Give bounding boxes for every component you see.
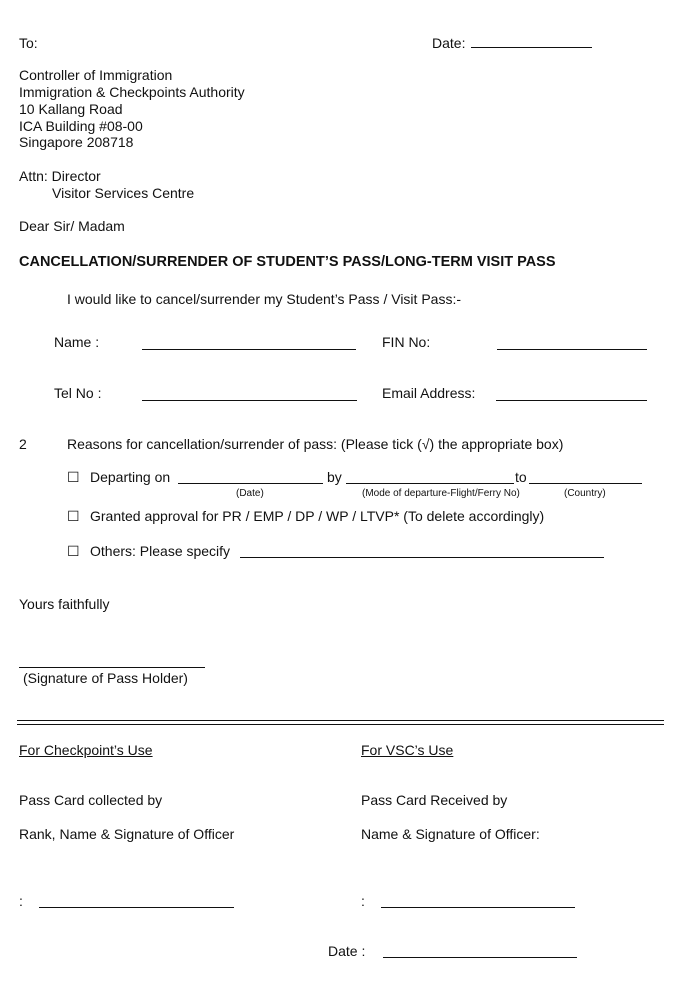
- vsc-colon: :: [361, 893, 365, 909]
- checkpoint-colon: :: [19, 893, 23, 909]
- tel-field[interactable]: [142, 400, 357, 401]
- signature-line[interactable]: [19, 667, 205, 668]
- name-label: Name :: [54, 334, 100, 350]
- granted-checkbox[interactable]: ☐: [67, 508, 80, 524]
- date-line[interactable]: [471, 47, 592, 48]
- attn-line-2: Visitor Services Centre: [52, 185, 195, 201]
- country-field[interactable]: [529, 483, 642, 484]
- vsc-heading: For VSC’s Use: [361, 742, 454, 758]
- closing-text: Yours faithfully: [19, 596, 110, 612]
- salutation: Dear Sir/ Madam: [19, 218, 125, 234]
- country-caption: (Country): [564, 488, 606, 499]
- departure-mode-field[interactable]: [346, 483, 514, 484]
- checkpoint-signature-field[interactable]: [39, 907, 234, 908]
- tel-label: Tel No :: [54, 385, 102, 401]
- vsc-received-label: Pass Card Received by: [361, 792, 508, 808]
- vsc-signature-field[interactable]: [381, 907, 575, 908]
- departing-checkbox[interactable]: ☐: [67, 469, 80, 485]
- granted-label: Granted approval for PR / EMP / DP / WP / LTVP* (To delete accordingly): [90, 508, 545, 524]
- signature-caption: (Signature of Pass Holder): [23, 670, 188, 686]
- address-line-3: 10 Kallang Road: [19, 101, 123, 117]
- date-caption: (Date): [236, 488, 264, 499]
- mode-caption: (Mode of departure-Flight/Ferry No): [362, 488, 520, 499]
- reasons-heading: Reasons for cancellation/surrender of pass: (Please tick (√) the appropriate box): [67, 436, 564, 452]
- date-label: Date:: [432, 35, 466, 51]
- departing-date-field[interactable]: [178, 483, 323, 484]
- others-label: Others: Please specify: [90, 543, 231, 559]
- departing-label: Departing on: [90, 469, 171, 485]
- by-label: by: [327, 469, 342, 485]
- to-country-label: to: [515, 469, 527, 485]
- others-checkbox[interactable]: ☐: [67, 543, 80, 559]
- intro-text: I would like to cancel/surrender my Student’s Pass / Visit Pass:-: [67, 291, 461, 307]
- section-number: 2: [19, 436, 27, 452]
- others-field[interactable]: [240, 557, 604, 558]
- address-line-4: ICA Building #08-00: [19, 118, 143, 134]
- vsc-date-field[interactable]: [383, 957, 577, 958]
- form-title: CANCELLATION/SURRENDER OF STUDENT’S PASS/LONG-TERM VISIT PASS: [19, 254, 556, 270]
- vsc-officer-label: Name & Signature of Officer:: [361, 826, 540, 842]
- checkpoint-collected-label: Pass Card collected by: [19, 792, 163, 808]
- attn-line-1: Attn: Director: [19, 168, 101, 184]
- checkpoint-officer-label: Rank, Name & Signature of Officer: [19, 826, 235, 842]
- address-line-2: Immigration & Checkpoints Authority: [19, 84, 245, 100]
- name-field[interactable]: [142, 349, 356, 350]
- vsc-date-label: Date :: [328, 943, 366, 959]
- checkpoint-heading: For Checkpoint’s Use: [19, 742, 153, 758]
- fin-label: FIN No:: [382, 334, 431, 350]
- section-divider: [17, 720, 664, 725]
- fin-field[interactable]: [497, 349, 647, 350]
- email-field[interactable]: [496, 400, 647, 401]
- email-label: Email Address:: [382, 385, 476, 401]
- address-line-1: Controller of Immigration: [19, 67, 173, 83]
- to-label: To:: [19, 35, 38, 51]
- address-line-5: Singapore 208718: [19, 134, 134, 150]
